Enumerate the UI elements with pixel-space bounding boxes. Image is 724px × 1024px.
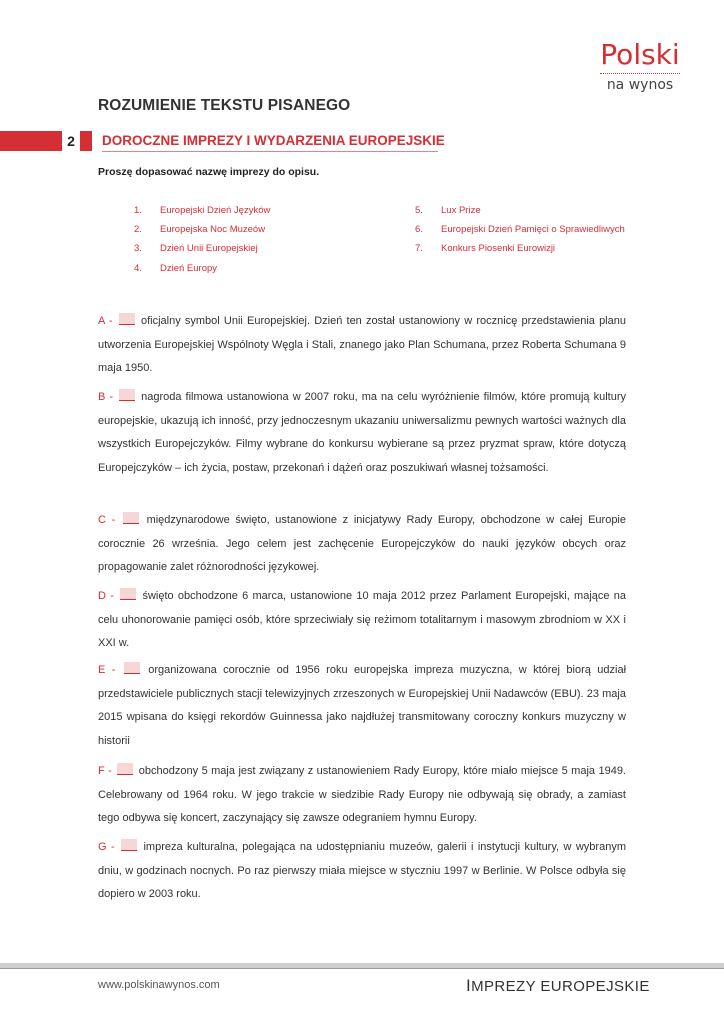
answer-blank[interactable] — [117, 763, 133, 775]
event-name: Dzień Europy — [160, 263, 218, 274]
answer-blank[interactable] — [119, 313, 135, 325]
event-number: 1. — [134, 205, 142, 216]
event-number: 6. — [415, 224, 423, 235]
event-number: 3. — [134, 243, 142, 254]
event-number: 4. — [134, 263, 142, 274]
answer-blank[interactable] — [123, 512, 139, 524]
paragraph-text: międzynarodowe święto, ustanowione z inicjatywy Rady Europy, obchodzone w całej Europie corocznie 26 września. Jego celem jest zachęcenie Europejczyków do nauki języków obcych oraz propagowanie zalet różnorodności językowej. — [98, 514, 626, 573]
description-paragraph — [98, 760, 626, 831]
answer-blank[interactable] — [119, 389, 135, 401]
footer-title — [466, 976, 650, 996]
paragraph-text: święto obchodzone 6 marca, ustanowione 10 maja 2012 przez Parlament Europejski, mające na celu uhonorowanie pamięci osób, które sprzeciwiały się reżimom totalitarnym i masowym zbrodniom w XX i XXI w. — [98, 590, 627, 649]
event-item — [134, 205, 270, 216]
event-name: Lux Prize — [441, 205, 481, 216]
paragraph-letter: F - — [98, 765, 112, 777]
description-paragraph — [98, 386, 626, 480]
footer-title-initial: I — [466, 976, 472, 995]
footer-title-rest: MPREZY EUROPEJSKIE — [471, 978, 650, 995]
logo-divider — [600, 73, 680, 74]
footer-url-link[interactable]: www.polskinawynos.com — [98, 979, 220, 991]
description-paragraph — [98, 509, 626, 580]
logo-main-text: Polski — [600, 38, 680, 71]
event-name: Dzień Unii Europejskiej — [160, 243, 258, 254]
paragraph-letter: C - — [98, 514, 116, 526]
event-number: 5. — [415, 205, 423, 216]
logo — [594, 40, 686, 94]
description-paragraph — [98, 585, 626, 656]
paragraph-letter: E - — [98, 664, 116, 676]
event-item — [415, 205, 481, 216]
description-paragraph — [98, 659, 626, 753]
paragraph-letter: D - — [98, 590, 114, 602]
event-item — [134, 224, 265, 235]
event-name: Europejski Dzień Języków — [160, 205, 271, 216]
answer-blank[interactable] — [120, 588, 136, 600]
paragraph-text: organizowana corocznie od 1956 roku europejska impreza muzyczna, w której biorą udział przedstawiciele publicznych stacji telewizyjnych zrzeszonych w Europejskiej Unii Nadawców (EBU). 23 maja 2015 wpisana do księgi rekordów Guinnessa jako najdłużej transmitowany coroczny konkurs muzyczny w historii — [98, 664, 627, 747]
footer-divider — [0, 968, 724, 969]
paragraph-letter: A - — [98, 315, 113, 327]
paragraph-text: impreza kulturalna, polegająca na udostępnianiu muzeów, galerii i instytucji kultury, w wybranym dniu, w godzinach nocnych. Po raz pierwszy miała miejsce w styczniu 1997 w Berlinie. W Polsce odbyła się dopiero w 2003 roku. — [98, 841, 626, 900]
paragraph-text: obchodzony 5 maja jest związany z ustanowieniem Rady Europy, które miało miejsce 5 maja 1949. Celebrowany od 1964 roku. W jego trakcie w siedzibie Rady Europy nie odbywają się obrady, a zamiast tego odbywa się koncert, zaczynający się zawsze odegraniem hymnu Europy. — [98, 765, 626, 824]
page-title: ROZUMIENIE TEKSTU PISANEGO — [98, 97, 351, 114]
event-number: 2. — [134, 224, 142, 235]
paragraph-letter: G - — [98, 841, 115, 853]
event-item — [134, 263, 217, 274]
paragraph-letter: B - — [98, 391, 114, 403]
description-paragraph — [98, 836, 626, 907]
event-item — [415, 243, 555, 254]
section-title: DOROCZNE IMPREZY I WYDARZENIA EUROPEJSKIE — [102, 133, 445, 148]
event-name: Europejska Noc Muzeów — [160, 224, 266, 235]
event-number: 7. — [415, 243, 423, 254]
answer-blank[interactable] — [121, 839, 137, 851]
section-underline — [102, 151, 438, 152]
logo-subtext: na wynos — [606, 77, 674, 93]
description-paragraph — [98, 310, 626, 381]
event-name: Europejski Dzień Pamięci o Sprawiedliwych — [441, 224, 625, 235]
paragraph-text: nagroda filmowa ustanowiona w 2007 roku, ma na celu wyróżnienie filmów, które promują kultury europejskie, ukazują ich inność, przy jednoczesnym ukazaniu uniwersalizmu pewnych wartości ważnych dla wszystkich Europejczyków. Filmy wybrane do konkursu wybierane są przez pryzmat spraw, które dotyczą Europejczyków – ich życia, postaw, przekonań i dążeń oraz poszukiwań własnej tożsamości. — [98, 391, 626, 474]
answer-blank[interactable] — [124, 662, 140, 674]
section-number: 2 — [62, 131, 80, 151]
paragraph-text: oficjalny symbol Unii Europejskiej. Dzień ten został ustanowiony w rocznicę przedstawienia planu utworzenia Europejskiej Wspólnoty Węgla i Stali, znanego jako Plan Schumana, przez Roberta Schumana 9 maja 1950. — [98, 315, 626, 374]
event-item — [134, 243, 258, 254]
event-name: Konkurs Piosenki Eurowizji — [441, 243, 556, 254]
event-item — [415, 224, 625, 235]
instruction: Proszę dopasować nazwę imprezy do opisu. — [98, 166, 320, 178]
